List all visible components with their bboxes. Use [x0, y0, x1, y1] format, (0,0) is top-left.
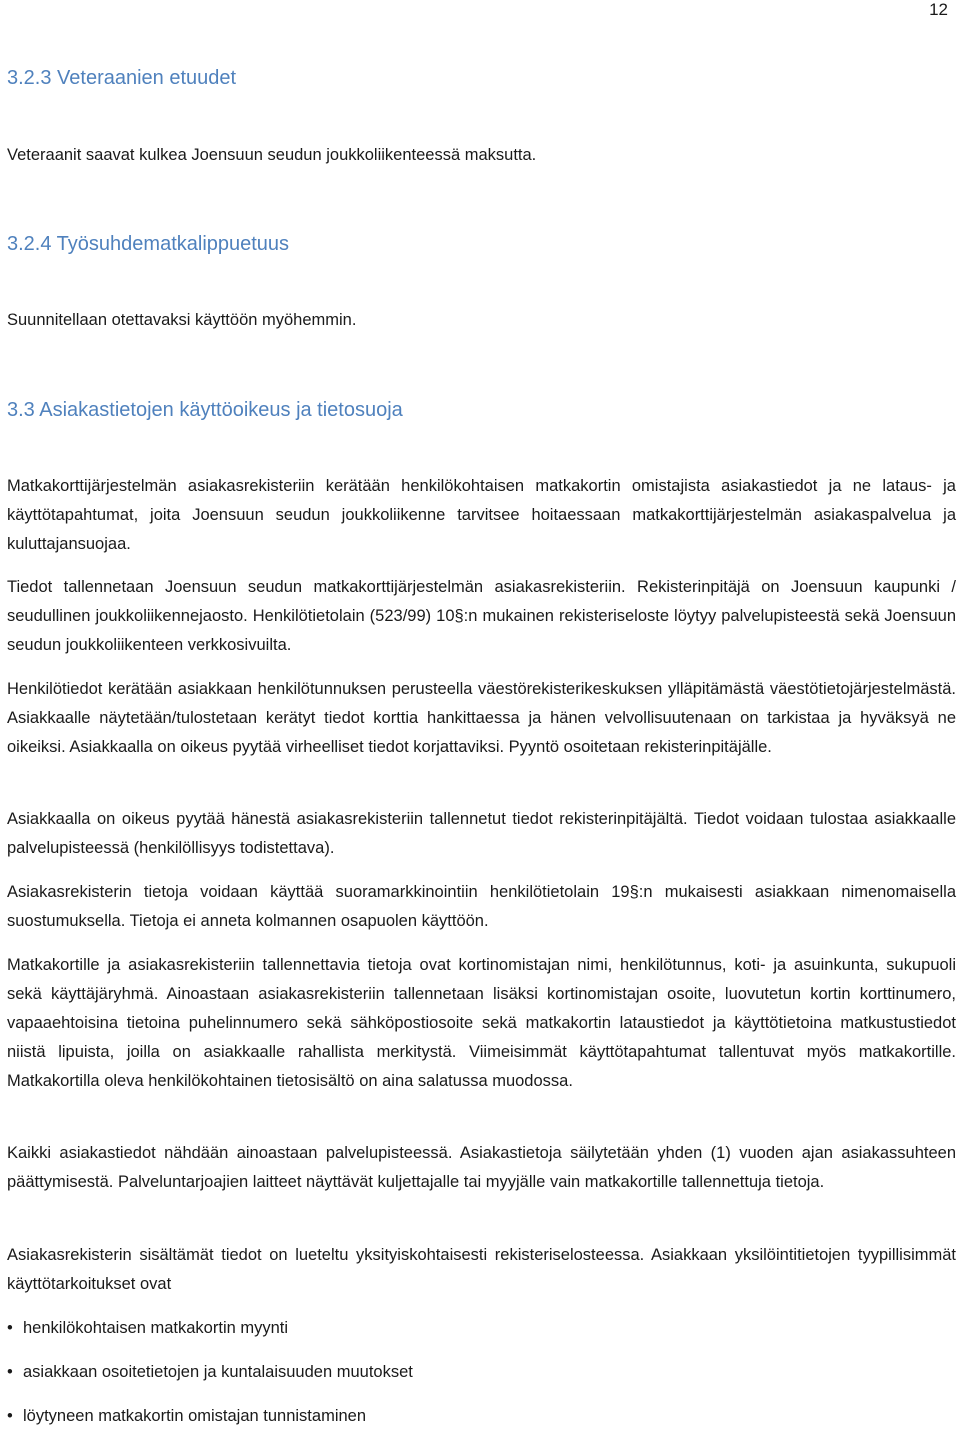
list-item: [7, 1402, 956, 1446]
list-item: [7, 1358, 956, 1402]
heading-veterans: 3.2.3 Veteraanien etuudet: [7, 67, 237, 89]
paragraph-data-retention: Kaikki asiakastiedot nähdään ainoastaan palvelupisteessä. Asiakastietoja säilytetään yhden (1) vuoden ajan asiakassuhteen päättymisestä. Palveluntarjoajien laitteet näyttävät kuljettajalle tai myyjälle vain matkakortille tallennettuja tietoja.: [7, 1144, 956, 1191]
paragraph-personal-data-source: Henkilötiedot kerätään asiakkaan henkilötunnuksen perusteella väestörekisterikeskuksen ylläpitämästä väestötietojärjestelmästä. Asiakkaalle näytetään/tulostetaan kerätyt tiedot korttia hankittaessa ja hänen velvollisuutenaan on tarkistaa ja hyväksyä ne oikeiksi. Asiakkaalla on oikeus pyytää virheelliset tiedot korjattaviksi. Pyyntö osoitetaan rekisterinpitäjälle.: [7, 680, 956, 756]
paragraph-stored-data: Matkakortille ja asiakasrekisteriin tallennettavia tietoja ovat kortinomistajan nimi, henkilötunnus, koti- ja asuinkunta, sukupuoli sekä käyttäjäryhmä. Ainoastaan asiakasrekisteriin tallennetaan lisäksi kortinomistajan osoite, luovutetun kortin korttinumero, vapaaehtoisina tietoina puhelinnumero sekä sähköpostiosoite sekä matkakortin lataustiedot ja käyttötietoina matkustustiedot niistä lipuista, joilla on asiakkaalle rahallista merkitystä. Viimeisimmät käyttötapahtumat tallentuvat myös matkakortille. Matkakortilla oleva henkilökohtainen tietosisältö on aina salatussa muodossa.: [7, 956, 956, 1090]
page-number: 12: [929, 0, 948, 19]
paragraph-veterans: Veteraanit saavat kulkea Joensuun seudun joukkoliikenteessä maksutta.: [7, 146, 537, 164]
paragraph-data-collection: Matkakorttijärjestelmän asiakasrekisteriin kerätään henkilökohtaisen matkakortin omistajista asiakastiedot ja ne lataus- ja käyttötapahtumat, joita Joensuun seudun joukkoliikenne tarvitsee hoitaessaan matkakorttijärjestelmän asiakaspalvelua ja kuluttajansuojaa.: [7, 477, 956, 553]
list-item-text: löytyneen matkakortin omistajan tunnistaminen: [23, 1407, 367, 1425]
bullet-icon: •: [7, 1363, 13, 1381]
bullet-icon: •: [7, 1319, 13, 1337]
list-item: [7, 1314, 956, 1358]
bullet-icon: •: [7, 1407, 13, 1425]
paragraph-usage-purposes: Asiakasrekisterin sisältämät tiedot on lueteltu yksityiskohtaisesti rekisteriselosteessa. Asiakkaan yksilöintitietojen tyypillisimmät käyttötarkoitukset ovat: [7, 1246, 956, 1293]
heading-data-protection: 3.3 Asiakastietojen käyttöoikeus ja tietosuoja: [7, 399, 403, 421]
paragraph-direct-marketing: Asiakasrekisterin tietoja voidaan käyttää suoramarkkinointiin henkilötietolain 19§:n mukaisesti asiakkaan nimenomaisella suostumuksella. Tietoja ei anneta kolmannen osapuolen käyttöön.: [7, 883, 956, 930]
paragraph-employer-ticket: Suunnitellaan otettavaksi käyttöön myöhemmin.: [7, 311, 357, 329]
list-item-text: henkilökohtaisen matkakortin myynti: [23, 1319, 289, 1337]
usage-purpose-list: [7, 1314, 956, 1446]
list-item-text: asiakkaan osoitetietojen ja kuntalaisuuden muutokset: [23, 1363, 413, 1381]
paragraph-data-request: Asiakkaalla on oikeus pyytää hänestä asiakasrekisteriin tallennetut tiedot rekisterinpitäjältä. Tiedot voidaan tulostaa asiakkaalle palvelupisteessä (henkilöllisyys todistettava).: [7, 810, 956, 857]
heading-employer-ticket: 3.2.4 Työsuhdematkalippuetuus: [7, 233, 290, 255]
paragraph-register-keeper: Tiedot tallennetaan Joensuun seudun matkakorttijärjestelmän asiakasrekisteriin. Rekisterinpitäjä on Joensuun kaupunki / seudullinen joukkoliikennejaosto. Henkilötietolain (523/99) 10§:n mukainen rekisteriseloste löytyy palvelupisteestä sekä Joensuun seudun joukkoliikenteen verkkosivuilta.: [7, 578, 956, 654]
